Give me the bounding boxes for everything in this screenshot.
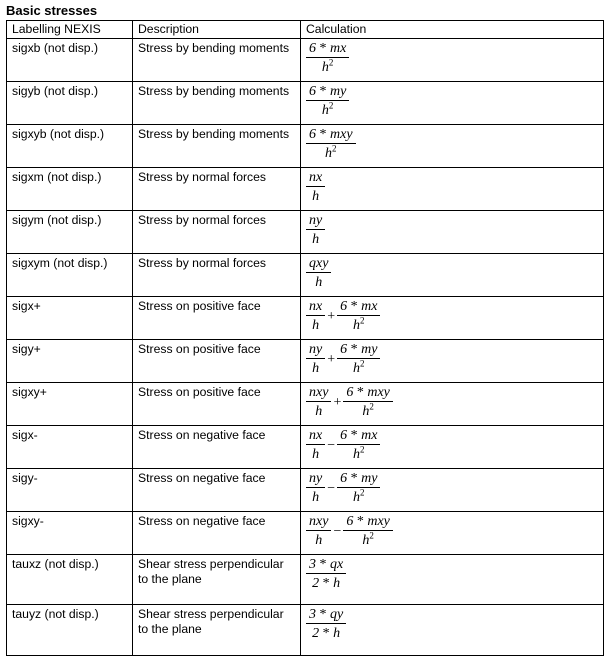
row-formula — [301, 426, 604, 469]
formula — [306, 342, 380, 376]
fraction-numerator: 6 * mxy — [343, 514, 393, 531]
table-row — [7, 125, 604, 168]
table-row — [7, 426, 604, 469]
fraction-numerator: 6 * mx — [337, 299, 380, 316]
row-formula — [301, 605, 604, 656]
fraction-denominator: h — [312, 490, 320, 505]
table-row — [7, 555, 604, 605]
fraction-numerator: 6 * mxy — [306, 127, 356, 144]
fraction — [337, 471, 380, 505]
table-row — [7, 211, 604, 254]
fraction — [343, 385, 393, 419]
formula — [306, 256, 331, 290]
formula-operator: + — [327, 308, 336, 324]
formula — [306, 557, 346, 591]
table-row — [7, 469, 604, 512]
row-description: Stress on negative face — [133, 469, 301, 512]
fraction-numerator: nx — [306, 170, 325, 187]
fraction — [306, 385, 331, 419]
table-row — [7, 82, 604, 125]
table-row — [7, 605, 604, 656]
table-body — [7, 39, 604, 656]
row-formula — [301, 297, 604, 340]
row-description: Stress by bending moments — [133, 125, 301, 168]
row-label: sigxm (not disp.) — [7, 168, 133, 211]
fraction-denominator: $h^2$ — [362, 401, 374, 419]
formula — [306, 514, 393, 548]
fraction-numerator: qxy — [306, 256, 331, 273]
row-formula — [301, 383, 604, 426]
fraction — [337, 428, 380, 462]
row-formula — [301, 211, 604, 254]
table-row — [7, 383, 604, 426]
fraction — [337, 299, 380, 333]
fraction-numerator: nx — [306, 299, 325, 316]
header-row — [7, 21, 604, 39]
fraction-numerator: 3 * qy — [306, 607, 346, 624]
formula-operator: − — [327, 480, 336, 496]
row-description: Stress by normal forces — [133, 254, 301, 297]
formula-operator: + — [333, 394, 342, 410]
row-label: sigxy- — [7, 512, 133, 555]
row-label: tauxz (not disp.) — [7, 555, 133, 605]
table-row — [7, 39, 604, 82]
fraction-denominator: $h^2$ — [353, 358, 365, 376]
formula — [306, 213, 325, 247]
fraction-denominator: $h^2$ — [353, 444, 365, 462]
fraction-numerator: 6 * my — [337, 342, 380, 359]
fraction-denominator: h — [312, 447, 320, 462]
fraction — [306, 471, 325, 505]
fraction-numerator: nxy — [306, 385, 331, 402]
fraction — [306, 170, 325, 204]
formula — [306, 84, 349, 118]
fraction-denominator: $h^2$ — [321, 100, 334, 118]
fraction-numerator: ny — [306, 213, 325, 230]
formula-operator: + — [327, 351, 336, 367]
row-label: tauyz (not disp.) — [7, 605, 133, 656]
row-description: Stress by bending moments — [133, 82, 301, 125]
row-label: sigx+ — [7, 297, 133, 340]
fraction-denominator: 2 * h — [312, 576, 341, 591]
row-formula — [301, 340, 604, 383]
formula — [306, 385, 393, 419]
fraction — [306, 557, 346, 591]
fraction-denominator: h — [315, 404, 323, 419]
fraction — [306, 127, 356, 161]
fraction — [306, 299, 325, 333]
fraction — [306, 342, 325, 376]
row-label: sigyb (not disp.) — [7, 82, 133, 125]
row-description: Stress on negative face — [133, 512, 301, 555]
table-row — [7, 168, 604, 211]
fraction — [306, 428, 325, 462]
row-description: Stress on positive face — [133, 340, 301, 383]
row-formula — [301, 469, 604, 512]
fraction-numerator: 6 * my — [337, 471, 380, 488]
row-label: sigxb (not disp.) — [7, 39, 133, 82]
formula-operator: − — [327, 437, 336, 453]
row-description: Stress by bending moments — [133, 39, 301, 82]
fraction — [306, 84, 349, 118]
formula — [306, 607, 346, 641]
fraction-denominator: $h^2$ — [353, 315, 365, 333]
row-label: sigxyb (not disp.) — [7, 125, 133, 168]
fraction-numerator: ny — [306, 342, 325, 359]
row-description: Shear stress perpendicular to the plane — [133, 605, 301, 656]
row-label: sigy+ — [7, 340, 133, 383]
fraction-numerator: ny — [306, 471, 325, 488]
fraction-denominator: $h^2$ — [321, 57, 334, 75]
fraction — [306, 213, 325, 247]
formula — [306, 41, 349, 75]
header-labelling: Labelling NEXIS — [7, 21, 133, 39]
fraction — [306, 607, 346, 641]
fraction-denominator: h — [312, 189, 320, 204]
table-row — [7, 512, 604, 555]
row-formula — [301, 125, 604, 168]
fraction-denominator: h — [312, 232, 320, 247]
row-description: Stress on positive face — [133, 383, 301, 426]
fraction — [306, 256, 331, 290]
fraction-denominator: $h^2$ — [325, 143, 337, 161]
row-description: Stress by normal forces — [133, 211, 301, 254]
row-formula — [301, 82, 604, 125]
fraction-denominator: $h^2$ — [362, 530, 374, 548]
header-calculation: Calculation — [301, 21, 604, 39]
fraction-numerator: nxy — [306, 514, 331, 531]
row-description: Stress on positive face — [133, 297, 301, 340]
fraction-denominator: h — [315, 533, 323, 548]
fraction-denominator: h — [315, 275, 323, 290]
row-label: sigxym (not disp.) — [7, 254, 133, 297]
fraction-numerator: 6 * mx — [337, 428, 380, 445]
fraction — [306, 514, 331, 548]
table-row — [7, 254, 604, 297]
fraction-denominator: $h^2$ — [353, 487, 365, 505]
fraction-numerator: 3 * qx — [306, 557, 346, 574]
fraction-numerator: 6 * mxy — [343, 385, 393, 402]
fraction — [337, 342, 380, 376]
row-description: Stress on negative face — [133, 426, 301, 469]
table-row — [7, 297, 604, 340]
row-formula — [301, 39, 604, 82]
section-title: Basic stresses — [6, 3, 98, 18]
row-label: sigym (not disp.) — [7, 211, 133, 254]
row-label: sigy- — [7, 469, 133, 512]
stress-table — [6, 20, 604, 656]
row-label: sigx- — [7, 426, 133, 469]
table-row — [7, 340, 604, 383]
fraction — [343, 514, 393, 548]
formula — [306, 299, 380, 333]
formula — [306, 471, 380, 505]
fraction-denominator: h — [312, 361, 320, 376]
formula — [306, 428, 380, 462]
formula — [306, 127, 356, 161]
row-formula — [301, 254, 604, 297]
row-label: sigxy+ — [7, 383, 133, 426]
row-formula — [301, 168, 604, 211]
fraction — [306, 41, 349, 75]
row-formula — [301, 555, 604, 605]
formula-operator: − — [333, 523, 342, 539]
fraction-numerator: 6 * my — [306, 84, 349, 101]
fraction-numerator: nx — [306, 428, 325, 445]
fraction-numerator: 6 * mx — [306, 41, 349, 58]
fraction-denominator: h — [312, 318, 320, 333]
formula — [306, 170, 325, 204]
fraction-denominator: 2 * h — [312, 626, 341, 641]
row-formula — [301, 512, 604, 555]
header-description: Description — [133, 21, 301, 39]
row-description: Stress by normal forces — [133, 168, 301, 211]
row-description: Shear stress perpendicular to the plane — [133, 555, 301, 605]
